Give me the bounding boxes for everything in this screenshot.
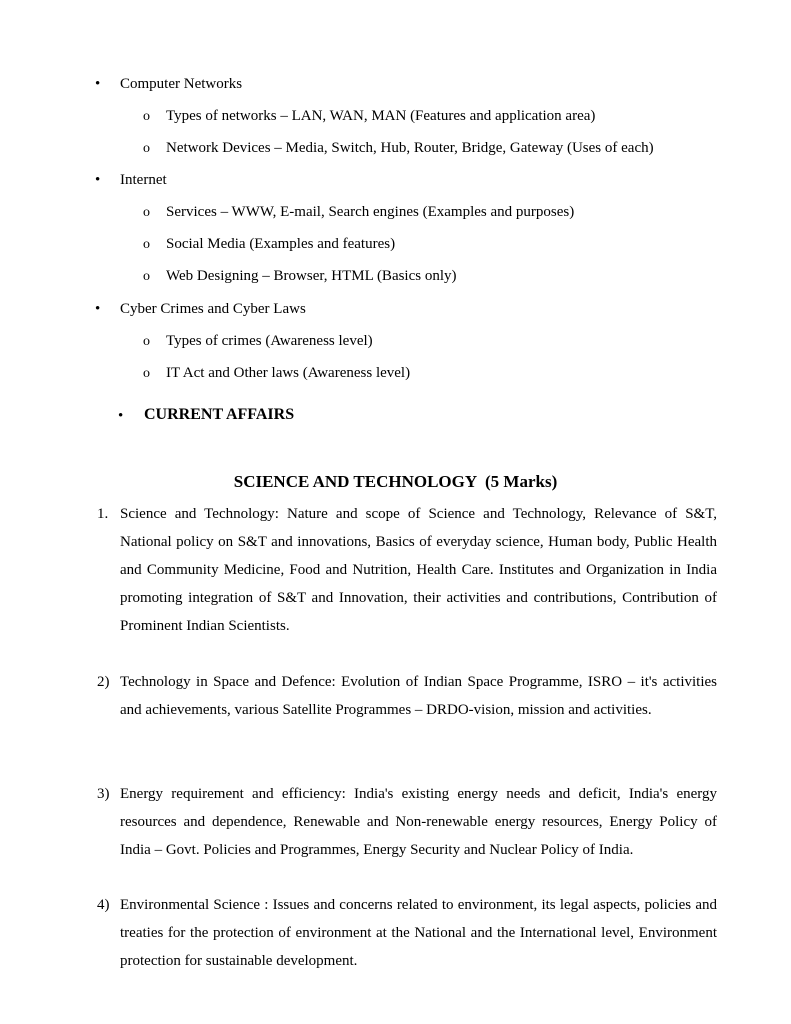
item-paragraph: Environmental Science : Issues and concerns related to environment, its legal aspects, policies and treaties for the protection of environment at the National and the International level, Environment protection for sustainable development. [120, 897, 717, 969]
sub-bullet-icon: o [143, 109, 150, 124]
bullet-icon: • [95, 172, 101, 188]
sub-bullet-icon: o [143, 237, 150, 252]
sub-bullet-icon: o [143, 334, 150, 349]
topic-internet: Internet [120, 172, 167, 188]
subtopic-item: Types of crimes (Awareness level) [166, 333, 373, 349]
subtopic-item: Web Designing – Browser, HTML (Basics only) [166, 268, 457, 284]
item-number: 3) [97, 786, 110, 802]
item-number: 2) [97, 674, 110, 690]
item-paragraph: Energy requirement and efficiency: India's existing energy needs and deficit, India's energy resources and dependence, Renewable and Non-renewable energy resources, Energy Policy of India – Govt. Policies and Programmes, Energy Security and Nuclear Policy of India. [120, 786, 717, 858]
item-number: 4) [97, 897, 110, 913]
section-heading: SCIENCE AND TECHNOLOGY (5 Marks) [233, 472, 558, 491]
item-number: 1. [97, 506, 109, 522]
sub-bullet-icon: o [143, 141, 150, 156]
sub-bullet-icon: o [143, 205, 150, 220]
bullet-icon: • [95, 301, 101, 317]
bullet-icon: • [95, 76, 101, 92]
subtopic-item: Types of networks – LAN, WAN, MAN (Features and application area) [166, 108, 596, 124]
item-paragraph: Technology in Space and Defence: Evolution of Indian Space Programme, ISRO – it's activities and achievements, various Satellite Programmes – DRDO-vision, mission and activities. [120, 674, 717, 718]
subtopic-item: IT Act and Other laws (Awareness level) [166, 365, 411, 381]
item-paragraph: Science and Technology: Nature and scope of Science and Technology, Relevance of S&T, National policy on S&T and innovations, Basics of everyday science, Human body, Public Health and Community Medicine, Food and Nutrition, Health Care. Institutes and Organization in India promoting integration of S&T and Innovation, their activities and contributions, Contribution of Prominent Indian Scientists. [120, 506, 717, 634]
subtopic-item: Services – WWW, E-mail, Search engines (Examples and purposes) [166, 204, 575, 220]
sub-bullet-icon: o [143, 366, 150, 381]
sub-bullet-icon: o [143, 269, 150, 284]
topic-cyber-crimes: Cyber Crimes and Cyber Laws [120, 301, 306, 317]
subtopic-item: Social Media (Examples and features) [166, 236, 396, 252]
subtopic-item: Network Devices – Media, Switch, Hub, Router, Bridge, Gateway (Uses of each) [166, 140, 654, 156]
bullet-icon: • [118, 408, 124, 424]
current-affairs-heading: CURRENT AFFAIRS [144, 406, 295, 423]
topic-computer-networks: Computer Networks [120, 76, 243, 92]
